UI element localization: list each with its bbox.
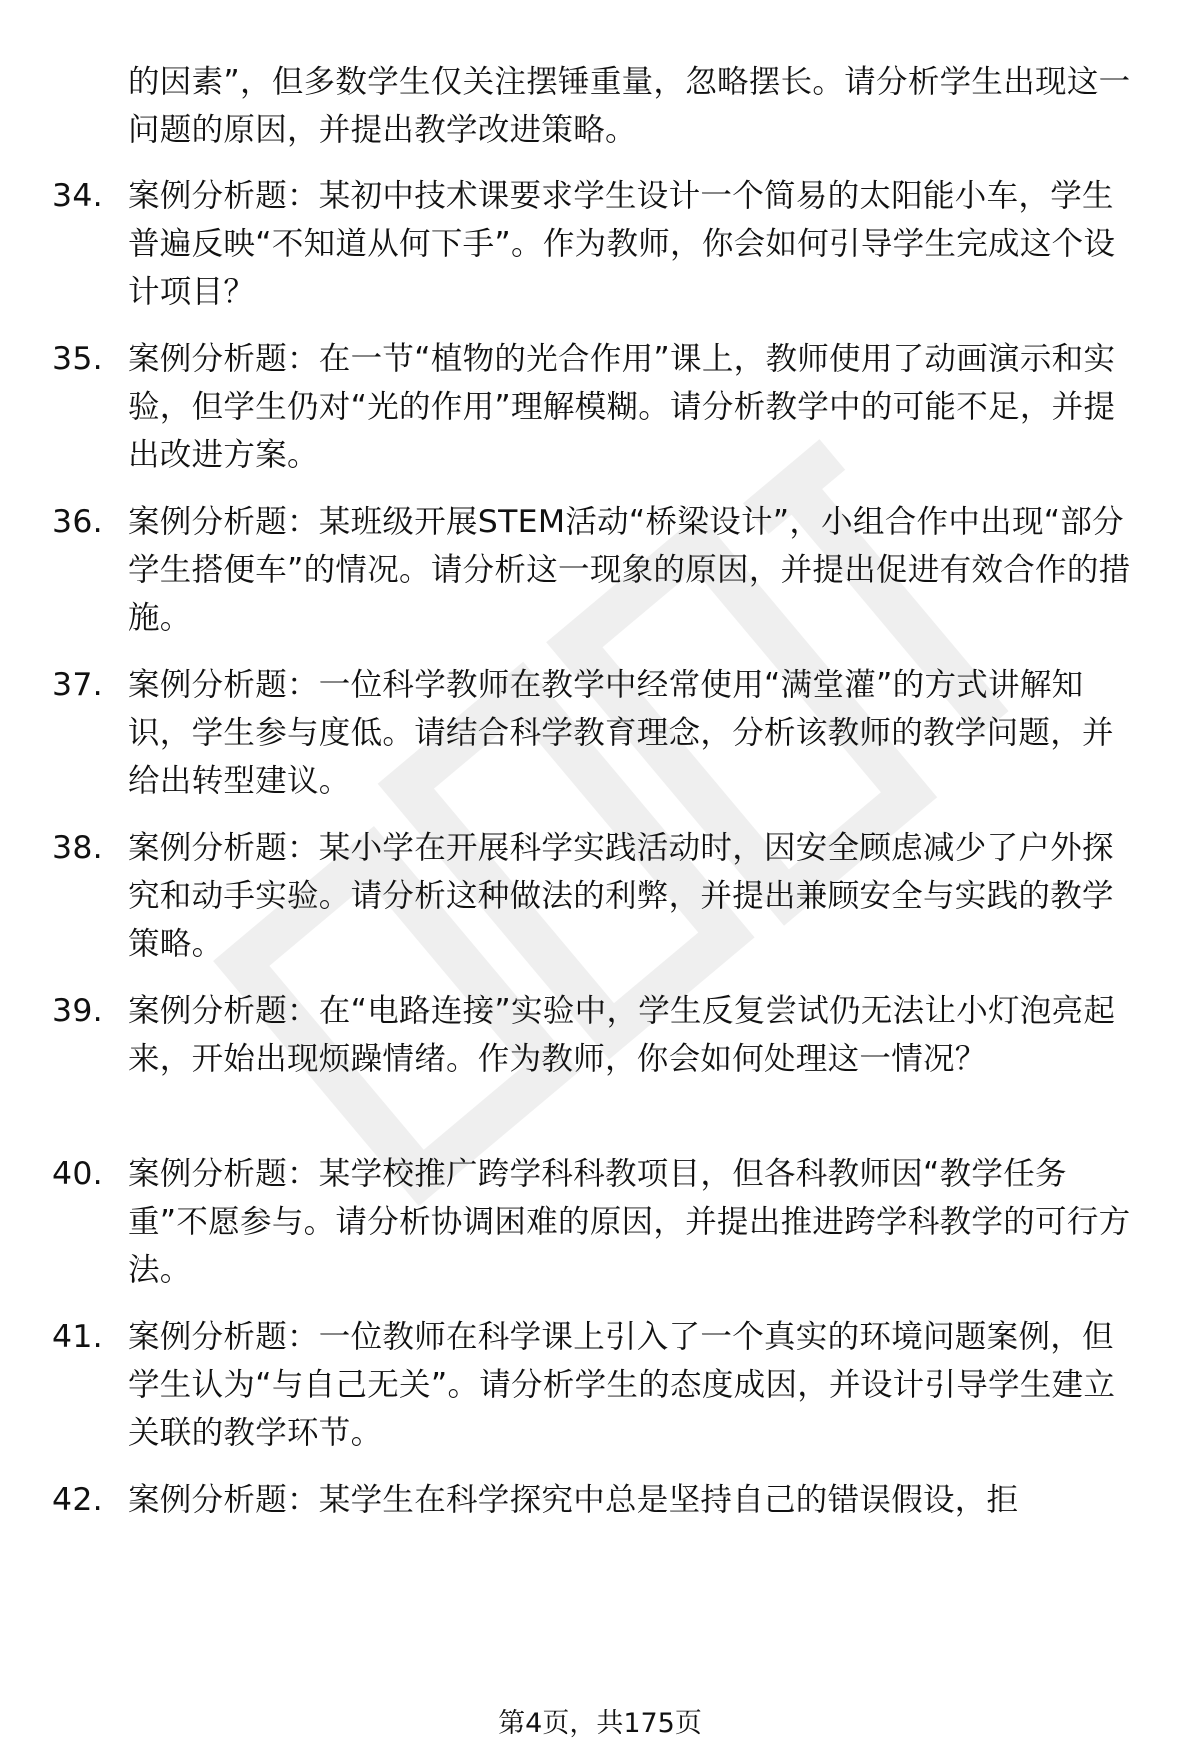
question-text: 案例分析题：某学校推广跨学科科教项目，但各科教师因“教学任务重”不愿参与。请分析协调困难的原因，并提出推进跨学科教学的可行方法。 xyxy=(128,1156,1131,1288)
question-text: 案例分析题：在一节“植物的光合作用”课上，教师使用了动画演示和实验，但学生仍对“光的作用”理解模糊。请分析教学中的可能不足，并提出改进方案。 xyxy=(128,341,1116,473)
question-text: 案例分析题：某班级开展STEM活动“桥梁设计”，小组合作中出现“部分学生搭便车”的情况。请分析这一现象的原因，并提出促进有效合作的措施。 xyxy=(128,504,1131,636)
page-footer: 第4页，共175页 xyxy=(498,1708,702,1739)
question-number: 40. xyxy=(52,1156,103,1192)
question-text: 案例分析题：在“电路连接”实验中，学生反复尝试仍无法让小灯泡亮起来，开始出现烦躁情绪。作为教师，你会如何处理这一情况？ xyxy=(128,993,1116,1077)
question-item xyxy=(52,1313,1142,1457)
question-number: 38. xyxy=(52,830,103,866)
question-number: 36. xyxy=(52,504,103,540)
question-item xyxy=(52,1476,1142,1524)
question-text: 案例分析题：一位教师在科学课上引入了一个真实的环境问题案例，但学生认为“与自己无关”。请分析学生的态度成因，并设计引导学生建立关联的教学环节。 xyxy=(128,1319,1116,1451)
question-text: 案例分析题：某学生在科学探究中总是坚持自己的错误假设，拒 xyxy=(128,1482,1019,1518)
continuation-paragraph: 的因素”，但多数学生仅关注摆锤重量，忽略摆长。请分析学生出现这一问题的原因，并提出教学改进策略。 xyxy=(128,64,1131,148)
question-item xyxy=(52,498,1142,642)
question-item xyxy=(52,335,1142,479)
question-number: 34. xyxy=(52,178,103,214)
question-item xyxy=(52,987,1142,1083)
question-item xyxy=(52,824,1142,968)
question-text: 案例分析题：某小学在开展科学实践活动时，因安全顾虑减少了户外探究和动手实验。请分析这种做法的利弊，并提出兼顾安全与实践的教学策略。 xyxy=(128,830,1114,962)
question-item xyxy=(52,1150,1142,1294)
question-item xyxy=(52,172,1142,316)
question-item xyxy=(52,661,1142,805)
question-number: 41. xyxy=(52,1319,103,1355)
question-number: 35. xyxy=(52,341,103,377)
question-number: 42. xyxy=(52,1482,103,1518)
question-text: 案例分析题：一位科学教师在教学中经常使用“满堂灌”的方式讲解知识，学生参与度低。请结合科学教育理念，分析该教师的教学问题，并给出转型建议。 xyxy=(128,667,1114,799)
question-number: 39. xyxy=(52,993,103,1029)
question-number: 37. xyxy=(52,667,103,703)
question-text: 案例分析题：某初中技术课要求学生设计一个简易的太阳能小车，学生普遍反映“不知道从何下手”。作为教师，你会如何引导学生完成这个设计项目？ xyxy=(128,178,1116,310)
